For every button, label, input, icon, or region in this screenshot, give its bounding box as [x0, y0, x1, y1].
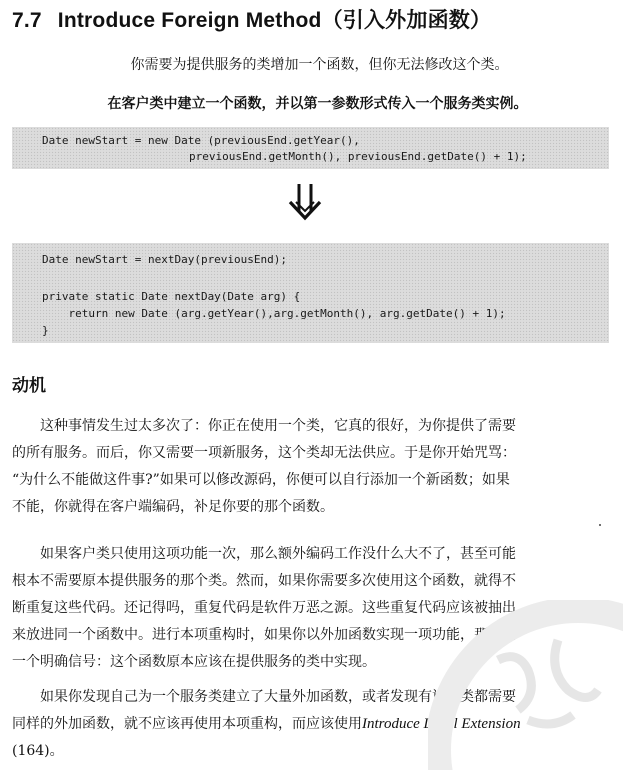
code-after-line: }: [42, 324, 49, 337]
motivation-heading: 动机: [12, 376, 46, 396]
motivation-paragraph-1: [12, 413, 612, 521]
code-after-block: [12, 243, 609, 343]
scan-speck: [599, 524, 601, 526]
paragraph-line: (164)。: [12, 743, 64, 759]
section-title-text: Introduce Foreign Method（引入外加函数）: [57, 9, 492, 32]
paragraph-line: “为什么不能做这件事?”如果可以修改源码，你便可以自行添加一个新函数；如果: [12, 472, 510, 488]
problem-statement: 你需要为提供服务的类增加一个函数，但你无法修改这个类。: [130, 57, 509, 73]
code-before-block: [12, 127, 609, 169]
paragraph-line: 如果你发现自己为一个服务类建立了大量外加函数，或者发现有许多类都需要: [40, 689, 516, 705]
paragraph-line: 根本不需要原本提供服务的那个类。然而，如果你需要多次使用这个函数，就得不: [12, 573, 516, 589]
paragraph-text: 同样的外加函数，就不应该再使用本项重构，而应该使用: [12, 716, 362, 732]
code-after-line: private static Date nextDay(Date arg) {: [42, 290, 301, 303]
paragraph-line: 的所有服务。而后，你又需要一项新服务，这个类却无法供应。于是你开始咒骂：: [12, 445, 516, 461]
code-before-line: previousEnd.getMonth(), previousEnd.getDate() + 1);: [136, 150, 527, 163]
section-number: 7.7: [12, 9, 42, 32]
solution-statement: 在客户类中建立一个函数，并以第一参数形式传入一个服务类实例。: [107, 96, 528, 112]
paragraph-line: 一个明确信号：这个函数原本应该在提供服务的类中实现。: [12, 654, 376, 670]
code-after-line: return new Date (arg.getYear(),arg.getMonth(), arg.getDate() + 1);: [42, 307, 506, 320]
paragraph-line: 断重复这些代码。还记得吗，重复代码是软件万恶之源。这些重复代码应该被抽出: [12, 600, 516, 616]
section-title: [12, 4, 491, 34]
paragraph-line: 如果客户类只使用这项功能一次，那么额外编码工作没什么大不了，甚至可能: [40, 546, 516, 562]
watermark-seal-icon: [428, 600, 623, 774]
paragraph-line: 来放进同一个函数中。进行本项重构时，如果你以外加函数实现一项功能，那就是: [12, 627, 516, 643]
code-after-line: Date newStart = nextDay(previousEnd);: [42, 253, 288, 266]
code-before-line: Date newStart = new Date (previousEnd.getYear(),: [42, 134, 360, 147]
refactoring-reference: Introduce Local Extension: [362, 716, 521, 732]
paragraph-line: 这种事情发生过太多次了：你正在使用一个类，它真的很好，为你提供了需要: [40, 418, 516, 434]
refactor-arrow-icon: [286, 182, 326, 226]
paragraph-line: 不能，你就得在客户端编码，补足你要的那个函数。: [12, 499, 334, 515]
